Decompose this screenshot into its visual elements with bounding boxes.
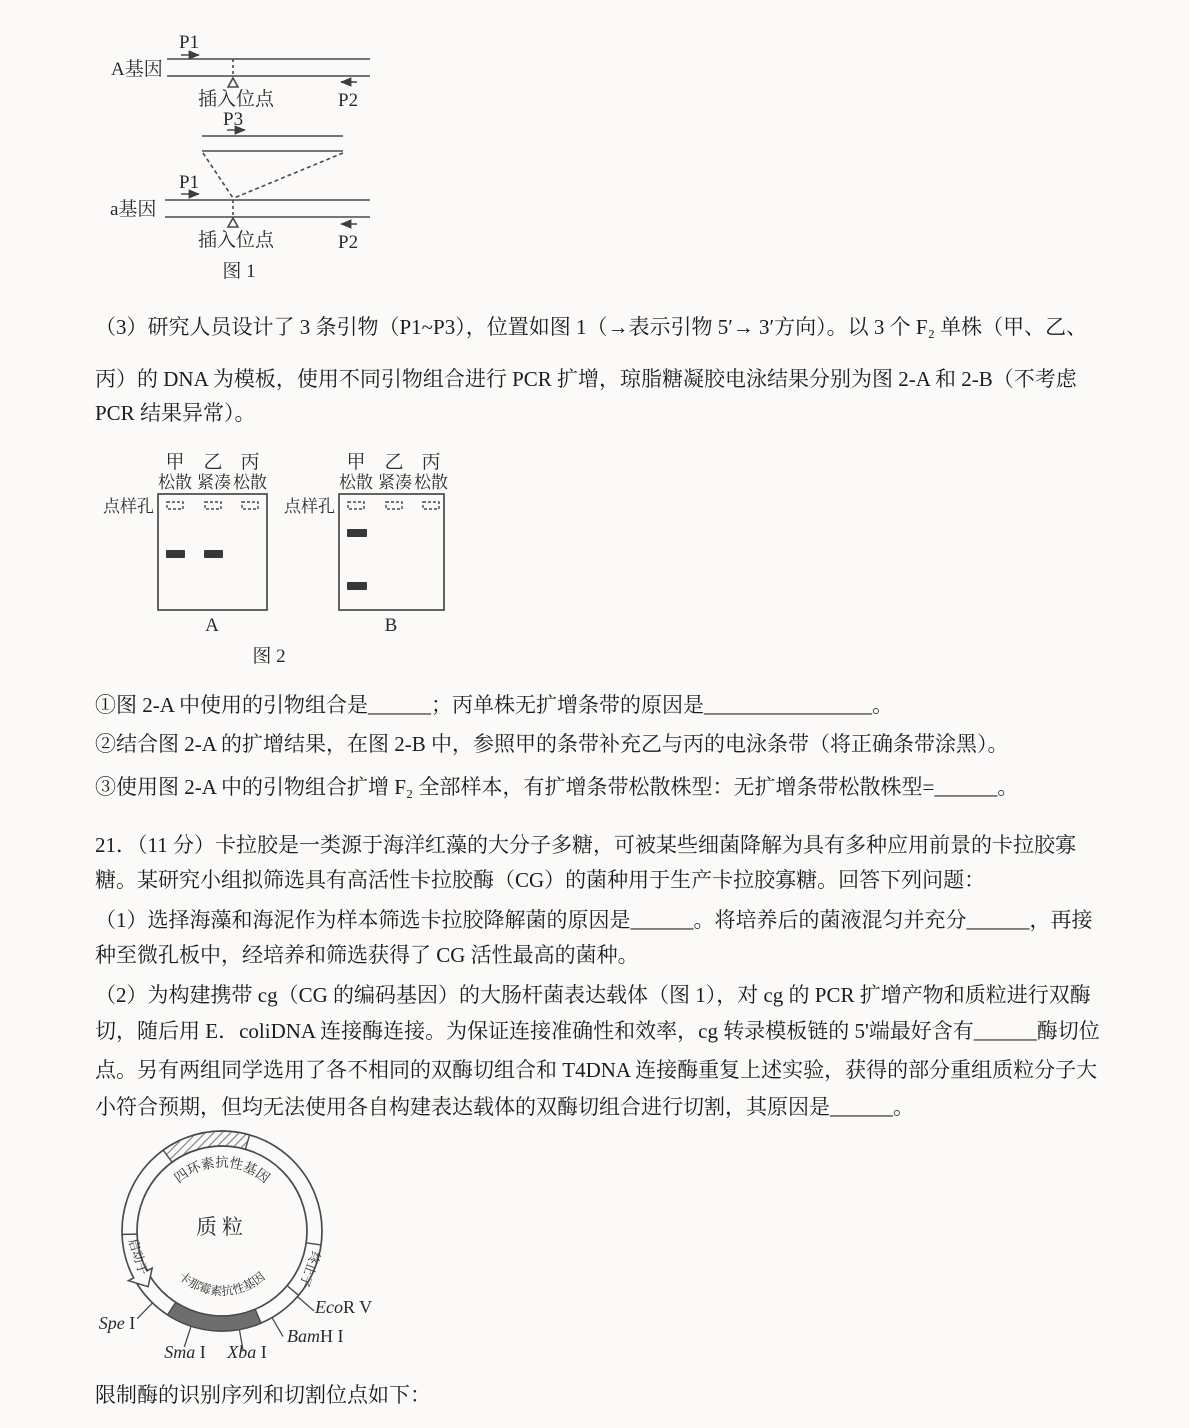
site-XbaI-label: Xba I xyxy=(227,1342,267,1362)
gel-a-lane1-header: 甲 xyxy=(165,452,185,473)
plasmid-map-diagram xyxy=(55,1121,475,1383)
gel-a-wells xyxy=(167,502,258,509)
subitem-3: ③使用图 2-A 中的引物组合扩增 F₂ 全部样本，有扩增条带松散株型：无扩增条带松散株型=______。 xyxy=(95,775,1019,799)
site-SmaI-label: Sma I xyxy=(164,1342,206,1362)
gel-a-lane3-header: 丙 xyxy=(240,452,260,473)
q21-part2-line2: 切，随后用 E．coliDNA 连接酶连接。为保证连接准确性和效率，cg 转录模板链的 5'端最好含有______酶切位 xyxy=(95,1019,1100,1043)
insertion-triangle-bottom xyxy=(228,218,238,227)
gel-b-lane2-header: 乙 xyxy=(384,452,404,473)
gel-b-lane2-subheader: 紧凑 xyxy=(378,473,412,492)
q21-part1-line2: 种至微孔板中，经培养和筛选获得了 CG 活性最高的菌种。 xyxy=(95,943,639,967)
gel-a-lane3-subheader: 松散 xyxy=(233,473,267,492)
kanamycin-gene-band xyxy=(168,1302,262,1331)
site-SpeI-label: Spe I xyxy=(98,1313,136,1333)
primer-p3-label: P3 xyxy=(223,109,244,130)
figure1-gene-primer-diagram xyxy=(95,18,415,286)
gel-a-lane2-subheader: 紧凑 xyxy=(197,473,231,492)
kanamycin-gene-label: 卡那霉素抗性基因 xyxy=(176,1269,268,1299)
subitem-1: ①图 2-A 中使用的引物组合是______；丙单株无扩增条带的原因是________________。 xyxy=(95,693,893,717)
q21-part2-line1: （2）为构建携带 cg（CG 的编码基因）的大肠杆菌表达载体（图 1），对 cg 的 PCR 扩增产物和质粒进行双酶 xyxy=(95,983,1091,1007)
primer-p1-label-bottom: P1 xyxy=(179,172,200,193)
plasmid-center-label: 质粒 xyxy=(196,1215,248,1239)
promoter-label: 启动子 xyxy=(125,1236,151,1277)
primer-p2-label-top: P2 xyxy=(338,90,359,111)
site-BamHI-label: BamH I xyxy=(287,1326,344,1346)
paragraph3-line3: PCR 结果异常）。 xyxy=(95,401,256,425)
gel-b-lane3-subheader: 松散 xyxy=(414,473,448,492)
gel-b-lane1-subheader: 松散 xyxy=(339,473,373,492)
gel-b-well-label: 点样孔 xyxy=(284,497,335,516)
gel-a-well-label: 点样孔 xyxy=(103,497,154,516)
gel-a-label: A xyxy=(205,615,219,636)
gel-a-lane1-subheader: 松散 xyxy=(158,473,192,492)
insertion-site-label-bottom: 插入位点 xyxy=(197,230,275,251)
insertion-triangle-top xyxy=(228,78,238,87)
tetracycline-gene-label: 四环素抗性基因 xyxy=(171,1154,273,1186)
q21-line1: 21．（11 分）卡拉胶是一类源于海洋红藻的大分子多糖，可被某些细菌降解为具有多种应用前景的卡拉胶寡 xyxy=(95,833,1076,857)
figure2-caption: 图 2 xyxy=(252,646,286,667)
insertion-site-label-top: 插入位点 xyxy=(197,89,275,110)
gel-b-lane3-header: 丙 xyxy=(421,452,441,473)
gene-A-label: A基因 xyxy=(111,59,163,80)
q21-part2-line3: 点。另有两组同学选用了各不相同的双酶切组合和 T4DNA 连接酶重复上述实验，获得的部分重组质粒分子大 xyxy=(95,1058,1098,1082)
gel-a-bands xyxy=(166,550,223,558)
site-EcoRV-label: EcoR V xyxy=(315,1297,373,1317)
gel-b-wells xyxy=(348,502,439,509)
gel-b-bands xyxy=(347,529,367,590)
subitem-2: ②结合图 2-A 的扩增结果，在图 2-B 中，参照甲的条带补充乙与丙的电泳条带（将正确条带涂黑）。 xyxy=(95,732,1009,756)
gene-a-label: a基因 xyxy=(110,199,157,220)
restriction-enzyme-intro-line: 限制酶的识别序列和切割位点如下： xyxy=(95,1383,431,1407)
q21-part1-line1: （1）选择海藻和海泥作为样本筛选卡拉胶降解菌的原因是______。将培养后的菌液混匀并充分______，再接 xyxy=(95,908,1093,932)
figure2-gel-electrophoresis xyxy=(90,448,470,673)
paragraph3-line1: （3）研究人员设计了 3 条引物（P1~P3），位置如图 1（→表示引物 5′→ 3′方向）。以 3 个 F₂ 单株（甲、乙、 xyxy=(95,315,1088,339)
paragraph3-line2: 丙）的 DNA 为模板，使用不同引物组合进行 PCR 扩增，琼脂糖凝胶电泳结果分别为图 2-A 和 2-B（不考虑 xyxy=(95,367,1077,391)
gel-b-lane1-header: 甲 xyxy=(346,452,366,473)
primer-p1-label-top: P1 xyxy=(179,32,200,53)
gel-b-box xyxy=(339,494,444,610)
gel-a-lane2-header: 乙 xyxy=(203,452,223,473)
terminator-label: 终止子 xyxy=(296,1249,323,1290)
q21-part2-line4: 小符合预期，但均无法使用各自构建表达载体的双酶切组合进行切割，其原因是______。 xyxy=(95,1095,914,1119)
q21-line2: 糖。某研究小组拟筛选具有高活性卡拉胶酶（CG）的菌种用于生产卡拉胶寡糖。回答下列问题： xyxy=(95,868,986,892)
primer-p2-label-bottom: P2 xyxy=(338,232,359,253)
gel-b-label: B xyxy=(384,615,398,636)
figure1-caption: 图 1 xyxy=(222,261,256,282)
